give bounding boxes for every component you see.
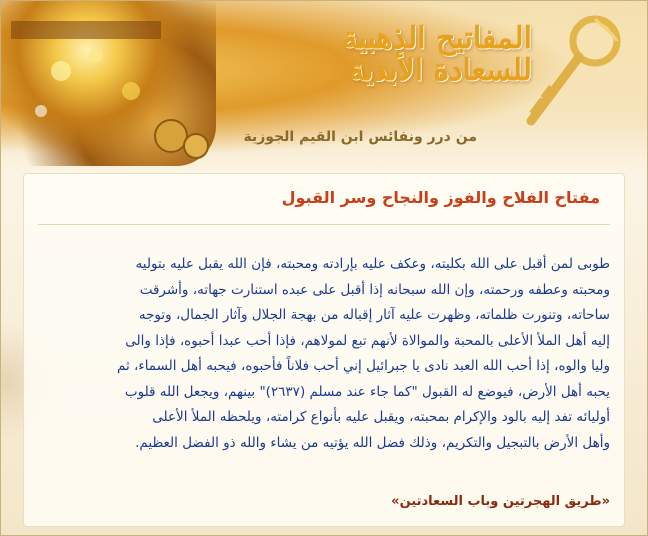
header-banner [1, 1, 647, 171]
article-line: ساحاته، وتنورت ظلماته، وظهرت عليه آثار إقباله من بهجة الجلال وآثار الجمال، وتوجه [138, 307, 610, 323]
page-title [342, 23, 532, 86]
source-citation: «طريق الهجرتين وباب السعادتين» [391, 494, 610, 509]
article-line: إليه أهل الملأ الأعلى بالمحبة والموالاة لأنهم تبع لمولاهم، فإذا أحب عبدا أحبوه، فإذا والى [125, 332, 610, 349]
article-line: ومحبته وعطفه ورحمته، وإن الله سبحانه إذا أقبل على عبده استنارت جهاته، وأشرقت [139, 281, 610, 298]
title-line-2: للسعادة الأبدية [349, 52, 532, 88]
treasure-chest-icon [1, 1, 216, 166]
golden-key-icon [517, 11, 627, 131]
article-line: طوبى لمن أقبل على الله بكليته، وعكف عليه بإرادته ومحبته، فإن الله يقبل عليه بتوليه [135, 256, 610, 272]
article-line: وليا والوه، إذا أحب الله العبد نادى يا جبرائيل إني أحب فلاناً فأحبوه، فيحبه أهل السماء، ثم [116, 358, 610, 374]
article-panel [23, 173, 625, 527]
article-line: أوليائه تفد إليه بالود والإكرام بمحبته، ويقبل عليه بأنواع كرامته، ويلحظه الملأ الأعلى [152, 409, 610, 425]
article-heading: مفتاح الفلاح والفوز والنجاح وسر القبول [281, 188, 600, 207]
title-line-1: المفاتيح الذهبية [342, 21, 532, 56]
heading-divider [38, 224, 610, 225]
article-body [38, 252, 610, 456]
article-line: وأهل الأرض بالتبجيل والتكريم، وذلك فضل الله يؤتيه من يشاء والله ذو الفضل العظيم. [135, 434, 610, 451]
article-line: يحبه أهل الأرض، فيوضع له القبول "كما جاء عند مسلم (٢٦٣٧)" بينهم، ويجعل الله قلوب [124, 383, 610, 400]
page-subtitle: من درر ونفائس ابن القيم الجوزية [243, 129, 477, 145]
